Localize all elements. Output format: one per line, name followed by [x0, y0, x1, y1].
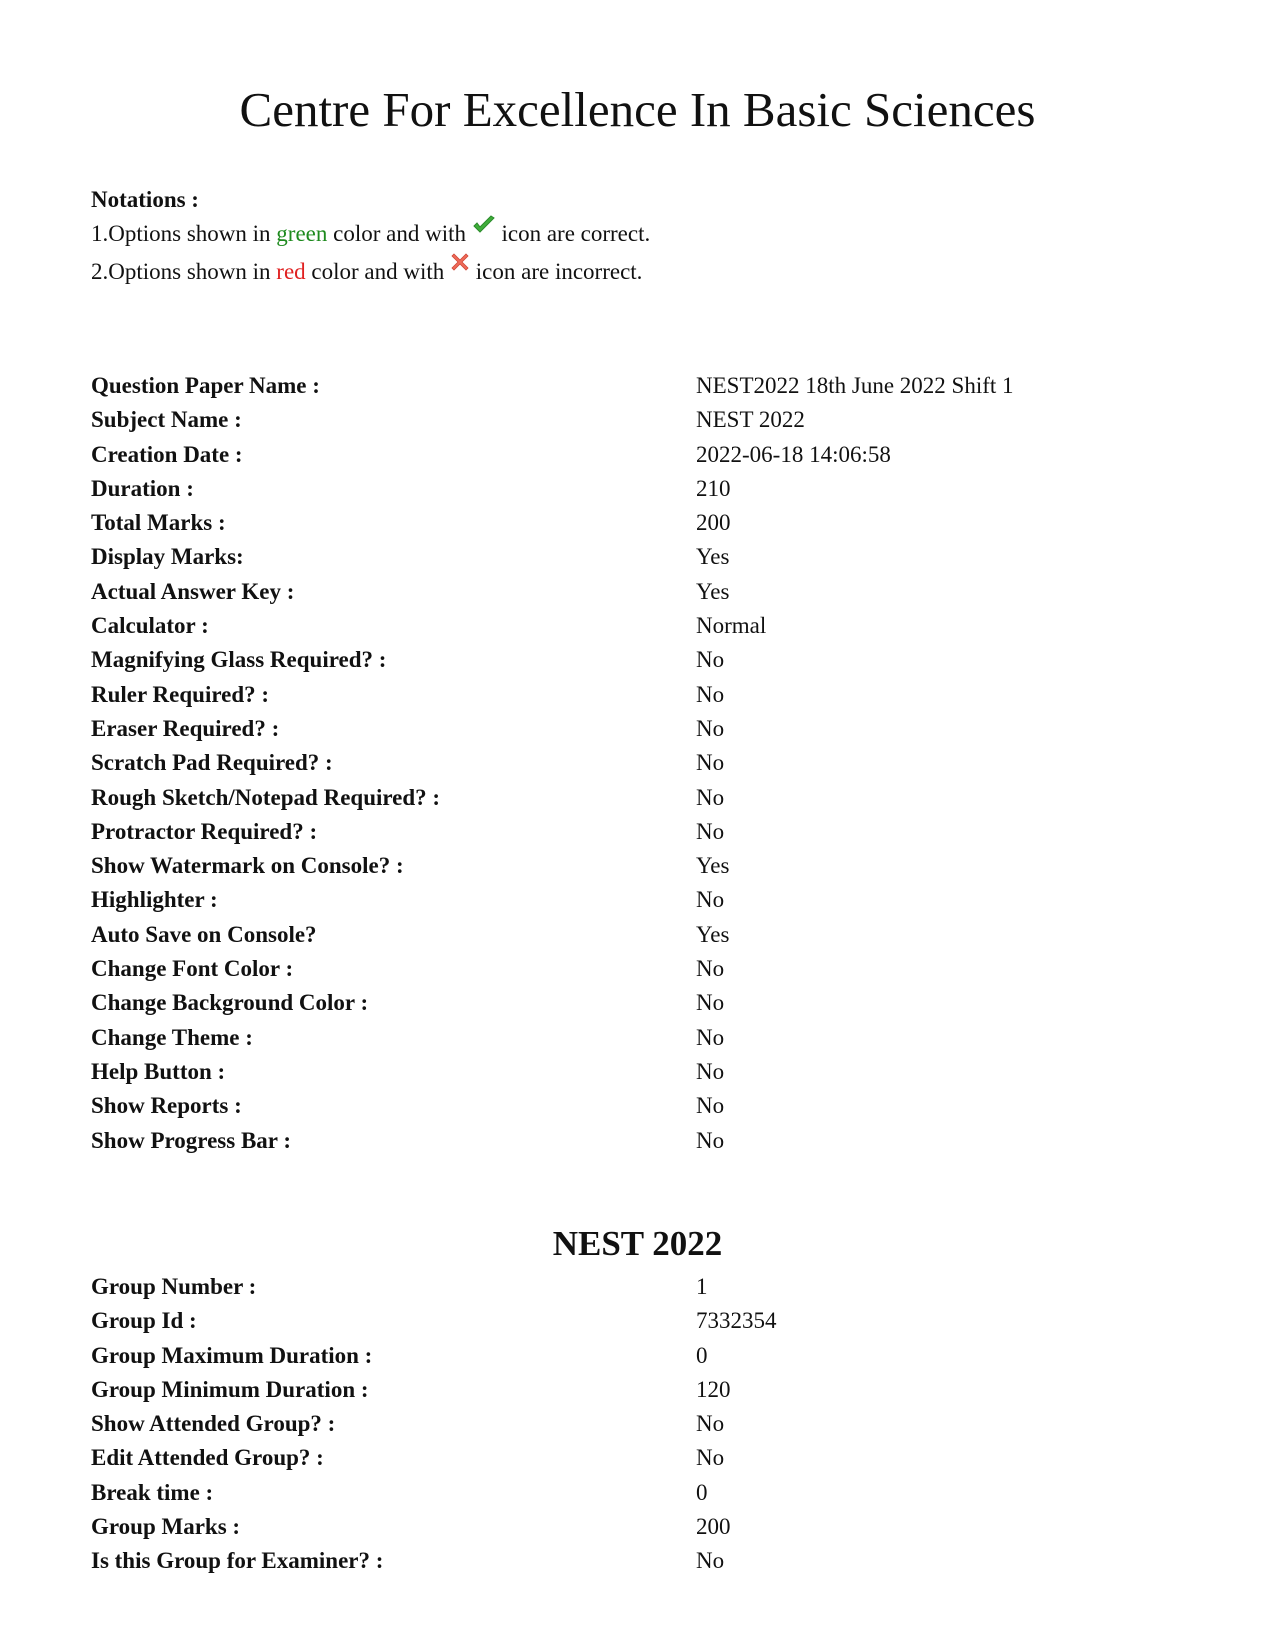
paper-info-row	[91, 540, 1191, 574]
check-icon	[472, 210, 496, 246]
group-info-row	[91, 1339, 1191, 1373]
group-info-row	[91, 1544, 1191, 1578]
group-info-row	[91, 1270, 1191, 1304]
field-label: Group Marks :	[91, 1514, 241, 1540]
field-label: Eraser Required? :	[91, 715, 280, 741]
field-label: Change Background Color :	[91, 990, 369, 1016]
paper-info-row	[91, 369, 1191, 403]
field-label: Show Progress Bar :	[91, 1127, 291, 1153]
field-label: Subject Name :	[91, 407, 242, 433]
notation-incorrect-suffix: icon are incorrect.	[475, 258, 643, 284]
field-value: 200	[696, 510, 731, 536]
field-value: 0	[696, 1479, 708, 1505]
paper-info-row	[91, 918, 1191, 952]
field-value: No	[696, 887, 725, 913]
group-info-row	[91, 1510, 1191, 1544]
paper-info-row	[91, 883, 1191, 917]
field-label: Change Font Color :	[91, 956, 294, 982]
field-value: Yes	[696, 544, 730, 570]
field-label: Show Watermark on Console? :	[91, 853, 404, 879]
group-info-row	[91, 1476, 1191, 1510]
field-value: No	[696, 956, 725, 982]
field-value: 2022-06-18 14:06:58	[696, 441, 891, 467]
paper-info-row	[91, 609, 1191, 643]
paper-info-row	[91, 678, 1191, 712]
group-info-row	[91, 1373, 1191, 1407]
field-label: Protractor Required? :	[91, 818, 318, 844]
field-label: Group Minimum Duration :	[91, 1376, 369, 1402]
field-label: Help Button :	[91, 1058, 226, 1084]
field-label: Group Number :	[91, 1274, 257, 1299]
field-value: No	[696, 1127, 725, 1153]
field-value: No	[696, 715, 725, 741]
paper-info-row	[91, 506, 1191, 540]
field-label: Calculator :	[91, 613, 209, 639]
paper-info-row	[91, 1021, 1191, 1055]
field-label: Creation Date :	[91, 441, 243, 467]
field-value: No	[696, 750, 725, 776]
cross-icon	[450, 247, 470, 283]
field-label: Total Marks :	[91, 510, 226, 536]
notations-heading: Notations :	[91, 187, 199, 212]
notation-incorrect-middle: color and with	[311, 258, 445, 284]
field-value: 200	[696, 1514, 731, 1540]
notation-correct	[91, 216, 650, 254]
group-info-table	[91, 1270, 1191, 1579]
field-label: Edit Attended Group? :	[91, 1445, 324, 1471]
field-value: Yes	[696, 853, 730, 879]
notation-correct-prefix: 1.Options shown in	[91, 221, 271, 246]
field-label: Question Paper Name :	[91, 373, 320, 398]
paper-info-row	[91, 746, 1191, 780]
field-label: Auto Save on Console?	[91, 921, 317, 947]
field-label: Group Maximum Duration :	[91, 1342, 373, 1368]
field-label: Magnifying Glass Required? :	[91, 647, 387, 673]
paper-info-row	[91, 952, 1191, 986]
notation-correct-middle: color and with	[333, 221, 466, 246]
notation-incorrect-color-word: red	[276, 258, 306, 284]
paper-info-row	[91, 781, 1191, 815]
field-value: No	[696, 647, 725, 673]
paper-info-row	[91, 403, 1191, 437]
paper-info-row	[91, 1124, 1191, 1158]
field-value: 1	[696, 1274, 708, 1299]
field-value: No	[696, 1411, 725, 1437]
group-info-row	[91, 1407, 1191, 1441]
paper-info-row	[91, 1055, 1191, 1089]
paper-info-table	[91, 369, 1191, 1158]
field-label: Change Theme :	[91, 1024, 253, 1050]
field-value: No	[696, 1058, 725, 1084]
paper-info-row	[91, 712, 1191, 746]
group-info-row	[91, 1304, 1191, 1338]
page-title: Centre For Excellence In Basic Sciences	[239, 82, 1036, 137]
field-value: Normal	[696, 613, 767, 639]
field-value: 210	[696, 475, 731, 501]
field-value: No	[696, 1024, 725, 1050]
field-label: Duration :	[91, 475, 194, 501]
field-label: Rough Sketch/Notepad Required? :	[91, 784, 441, 810]
field-value: No	[696, 990, 725, 1016]
notation-incorrect	[91, 254, 650, 292]
paper-info-row	[91, 472, 1191, 506]
notation-correct-suffix: icon are correct.	[501, 221, 651, 246]
field-label: Group Id :	[91, 1308, 197, 1334]
field-value: NEST 2022	[696, 407, 805, 433]
field-label: Display Marks:	[91, 544, 244, 570]
field-value: Yes	[696, 921, 730, 947]
notations-block	[91, 183, 650, 291]
paper-info-row	[91, 643, 1191, 677]
field-label: Is this Group for Examiner? :	[91, 1548, 384, 1574]
paper-info-row	[91, 849, 1191, 883]
paper-info-row	[91, 575, 1191, 609]
field-label: Scratch Pad Required? :	[91, 750, 333, 776]
field-label: Ruler Required? :	[91, 681, 270, 707]
paper-info-row	[91, 815, 1191, 849]
field-label: Highlighter :	[91, 887, 218, 913]
field-value: Yes	[696, 578, 730, 604]
group-info-row	[91, 1441, 1191, 1475]
field-value: No	[696, 1445, 725, 1471]
field-value: No	[696, 784, 725, 810]
paper-info-row	[91, 1089, 1191, 1123]
notation-incorrect-prefix: 2.Options shown in	[91, 258, 271, 284]
field-label: Show Reports :	[91, 1093, 242, 1119]
field-value: 0	[696, 1342, 708, 1368]
notation-correct-color-word: green	[276, 221, 328, 246]
field-value: 7332354	[696, 1308, 777, 1334]
field-value: No	[696, 818, 725, 844]
field-label: Break time :	[91, 1479, 214, 1505]
field-value: No	[696, 1093, 725, 1119]
field-value: NEST2022 18th June 2022 Shift 1	[696, 373, 1014, 398]
field-label: Actual Answer Key :	[91, 578, 295, 604]
field-label: Show Attended Group? :	[91, 1411, 336, 1437]
paper-info-row	[91, 986, 1191, 1020]
section-title: NEST 2022	[552, 1224, 723, 1263]
field-value: No	[696, 1548, 725, 1574]
paper-info-row	[91, 438, 1191, 472]
field-value: No	[696, 681, 725, 707]
field-value: 120	[696, 1376, 731, 1402]
